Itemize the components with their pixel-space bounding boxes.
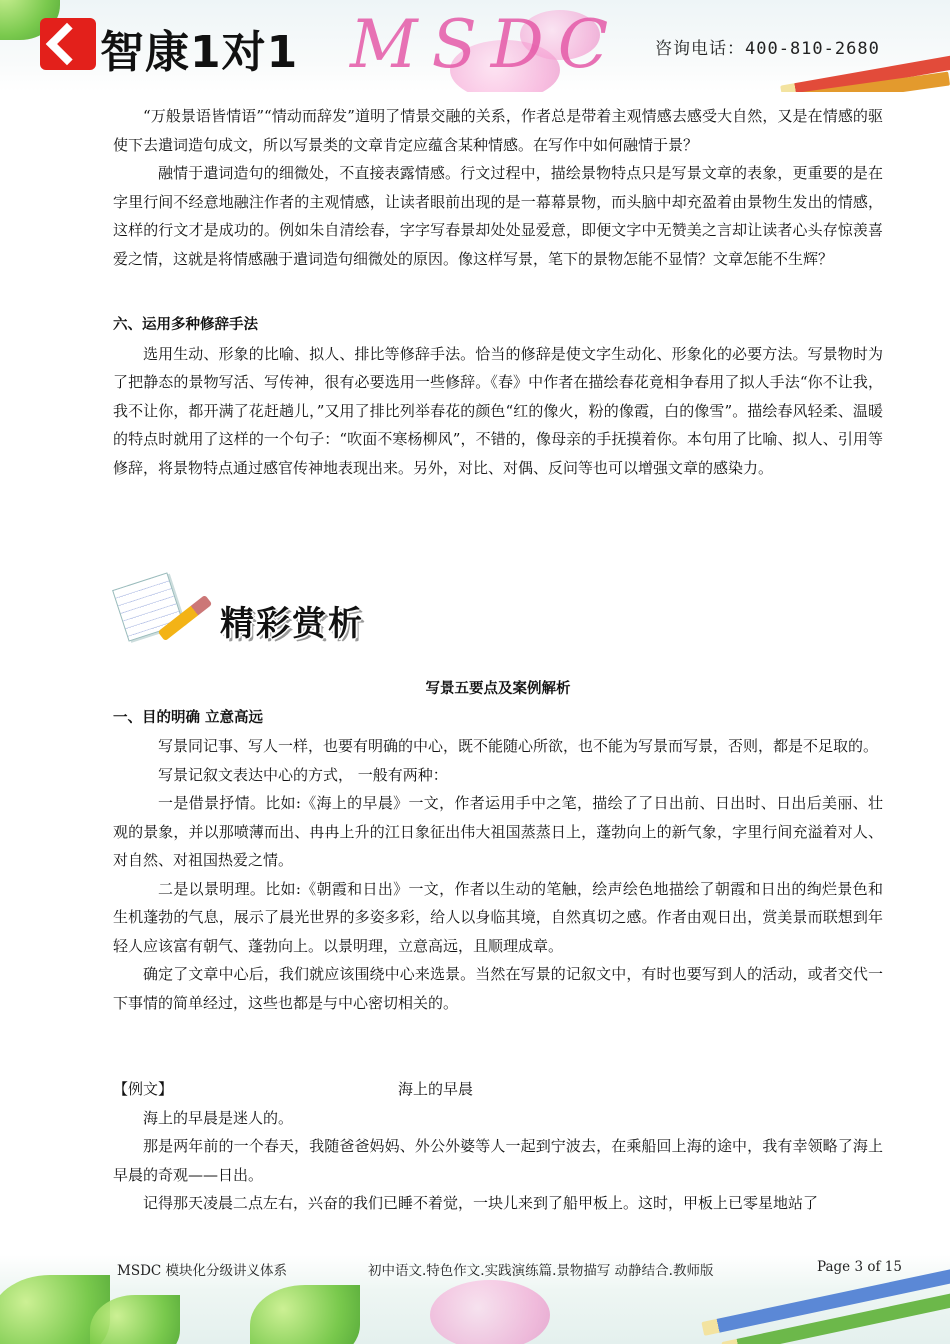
page-number: Page 3 of 15 — [817, 1259, 902, 1275]
paragraph: 那是两年前的一个春天，我随爸爸妈妈、外公外婆等人一起到宁波去，在乘船回上海的途中，我有幸领略了海上早晨的奇观——日出。 — [113, 1137, 883, 1184]
page-header — [0, 0, 950, 92]
paragraph: 选用生动、形象的比喻、拟人、排比等修辞手法。恰当的修辞是使文字生动化、形象化的必要方法。写景物时为了把静态的景物写活、写传神，很有必要选用一些修辞。《春》中作者在描绘春花竟相争春用了拟人手法“你不让我，我不让你，都开满了花赶趟儿，”又用了排比列举春花的颜色“红的像火，粉的像霞，白的像雪”。描绘春风轻柔、温暖的特点时就用了这样的一个句子：“吹面不寒杨柳风”，不错的，像母亲的手抚摸着你。本句用了比喻、拟人、引用等修辞，将景物特点通过感官传神地表现出来。另外，对比、对偶、反问等也可以增强文章的感染力。 — [113, 344, 883, 477]
document-body — [113, 102, 883, 482]
section-heading: 六、运用多种修辞手法 — [113, 317, 258, 333]
paragraph: 二是以景明理。比如:《朝霞和日出》一文，作者以生动的笔触，绘声绘色地描绘了朝霞和日出的绚烂景色和生机蓬勃的气息，展示了晨光世界的多姿多彩，给人以身临其境，自然真切之感。作者由观日出，赏美景而联想到年轻人应该富有朝气、蓬勃向上。以景明理，立意高远，且顺理成章。 — [113, 879, 883, 955]
section-heading: 一、目的明确 立意高远 — [113, 709, 264, 726]
leaf-decoration — [250, 1285, 360, 1344]
msdc-watermark: MSDC — [350, 6, 623, 83]
paragraph: 确定了文章中心后，我们就应该围绕中心来选景。当然在写景的记叙文中，有时也要写到人的活动，或者交代一下事情的简单经过，这些也都是与中心密切相关的。 — [113, 965, 883, 1012]
page-footer — [0, 1255, 950, 1344]
example-header — [113, 1075, 883, 1104]
example-label: 【例文】 — [113, 1080, 174, 1098]
article-title: 写景五要点及案例解析 — [425, 681, 571, 697]
paragraph: “万般景语皆情语”“情动而辞发”道明了情景交融的关系，作者总是带着主观情感去感受大自然，又是在情感的驱使下去遣词造句成文，所以写景类的文章肯定应蕴含某种情感。在写作中如何融情于景？ — [113, 107, 883, 154]
brand-name: 智康1对1 — [100, 27, 299, 78]
paragraph: 海上的早晨是迷人的。 — [143, 1108, 294, 1127]
banner-title: 精彩赏析 — [220, 604, 364, 644]
hotline: 咨询电话：400-810-2680 — [655, 39, 880, 59]
paragraph: 融情于遣词造句的细微处，不直接表露情感。行文过程中，描绘景物特点只是写景文章的表象，更重要的是在字里行间不经意地融注作者的主观情感，让读者眼前出现的是一幕幕景物，而头脑中却充盈着由景物生发出的情感，这样的行文才是成功的。例如朱自清绘春，字字写春景却处处显爱意，即便文字中无赞美之言却让读者心头存惊羡喜爱之情，这就是将情感融于遣词造句细微处的原因。像这样写景，笔下的景物怎能不显情？文章怎能不生辉？ — [113, 164, 883, 268]
paragraph: 记得那天凌晨二点左右，兴奋的我们已睡不着觉，一块儿来到了船甲板上。这时，甲板上已零星地站了 — [143, 1194, 819, 1212]
paragraph: 写景同记事、写人一样，也要有明确的中心，既不能随心所欲，也不能为写景而写景，否则，都是不足取的。 — [158, 737, 879, 755]
paragraph: 一是借景抒情。比如:《海上的早晨》一文，作者运用手中之笔，描绘了了日出前、日出时、日出后美丽、壮观的景象，并以那喷薄而出、冉冉上升的江日象征出伟大祖国蒸蒸日上，蓬勃向上的新气象，字里行间充溢着对人、对自然、对祖国热爱之情。 — [113, 794, 883, 869]
footer-course: 初中语文.特色作文.实践演练篇.景物描写 动静结合.教师版 — [368, 1263, 714, 1279]
footer-series: MSDC 模块化分级讲义体系 — [117, 1263, 288, 1279]
butterfly-decoration — [430, 1280, 550, 1344]
brand-logo-icon — [40, 18, 96, 70]
example-title: 海上的早晨 — [398, 1080, 474, 1098]
paragraph: 写景记叙文表达中心的方式， 一般有两种： — [158, 765, 448, 784]
document-body-2 — [113, 675, 883, 1218]
section-banner — [115, 574, 375, 664]
